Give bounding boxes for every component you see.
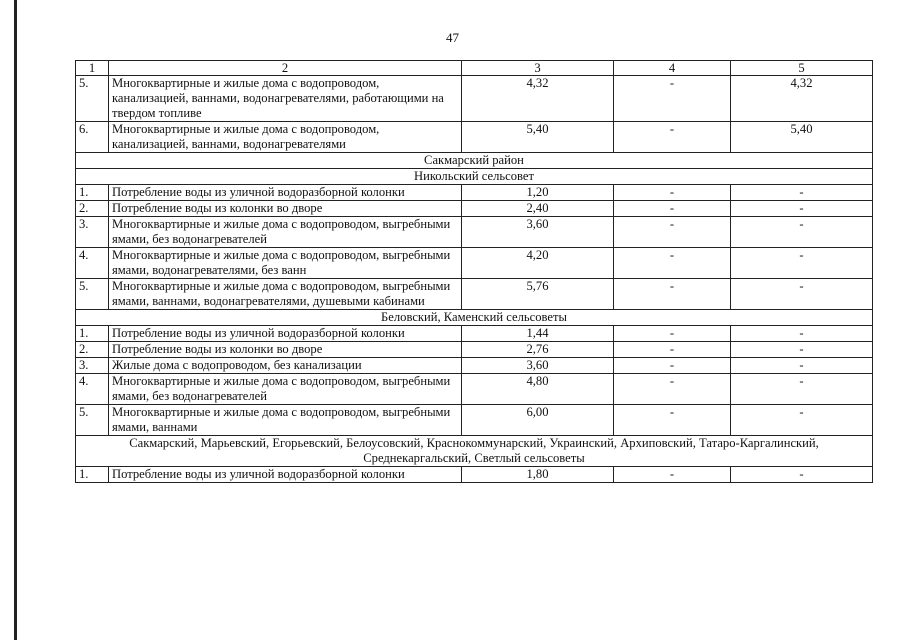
row-number: 3. (76, 217, 109, 248)
value-col4: - (614, 326, 731, 342)
value-col4: - (614, 342, 731, 358)
row-number: 1. (76, 185, 109, 201)
header-cell: 1 (76, 61, 109, 76)
value-col3: 1,44 (462, 326, 614, 342)
header-cell: 3 (462, 61, 614, 76)
page-number: 47 (446, 30, 459, 45)
table-row (76, 279, 873, 310)
value-col5: - (731, 358, 873, 374)
table-row (76, 248, 873, 279)
value-col4: - (614, 185, 731, 201)
table-row (76, 326, 873, 342)
value-col3: 1,80 (462, 467, 614, 483)
value-col5: - (731, 217, 873, 248)
left-margin-line (14, 0, 17, 640)
row-description: Многоквартирные и жилые дома с водопроводом, канализацией, ваннами, водонагревателями, работающими на твердом топливе (109, 76, 462, 122)
row-description: Потребление воды из колонки во дворе (109, 342, 462, 358)
row-number: 6. (76, 122, 109, 153)
row-description: Многоквартирные и жилые дома с водопроводом, выгребными ямами, без водонагревателей (109, 374, 462, 405)
row-description: Многоквартирные и жилые дома с водопроводом, выгребными ямами, ваннами (109, 405, 462, 436)
value-col3: 3,60 (462, 358, 614, 374)
value-col4: - (614, 248, 731, 279)
row-description: Потребление воды из уличной водоразборной колонки (109, 326, 462, 342)
row-description: Потребление воды из уличной водоразборной колонки (109, 185, 462, 201)
value-col3: 2,76 (462, 342, 614, 358)
row-number: 3. (76, 358, 109, 374)
value-col3: 2,40 (462, 201, 614, 217)
value-col4: - (614, 76, 731, 122)
section-heading: Сакмарский, Марьевский, Егорьевский, Белоусовский, Краснокоммунарский, Украинский, Архиповский, Татаро-Каргалинский, Среднекаргальский, Светлый сельсоветы (76, 436, 873, 467)
section-heading-row (76, 310, 873, 326)
value-col4: - (614, 122, 731, 153)
row-description: Многоквартирные и жилые дома с водопроводом, канализацией, ваннами, водонагревателями (109, 122, 462, 153)
table-header-row (76, 61, 873, 76)
value-col3: 3,60 (462, 217, 614, 248)
value-col5: - (731, 405, 873, 436)
row-description: Многоквартирные и жилые дома с водопроводом, выгребными ямами, ваннами, водонагревателями, душевыми кабинами (109, 279, 462, 310)
table-row (76, 76, 873, 122)
table-row (76, 405, 873, 436)
row-number: 4. (76, 374, 109, 405)
value-col3: 6,00 (462, 405, 614, 436)
section-heading: Сакмарский район (76, 153, 873, 169)
value-col5: - (731, 201, 873, 217)
row-description: Многоквартирные и жилые дома с водопроводом, выгребными ямами, без водонагревателей (109, 217, 462, 248)
row-number: 5. (76, 279, 109, 310)
section-heading-row (76, 153, 873, 169)
row-number: 4. (76, 248, 109, 279)
section-heading: Беловский, Каменский сельсоветы (76, 310, 873, 326)
table-row (76, 342, 873, 358)
value-col5: 4,32 (731, 76, 873, 122)
value-col5: - (731, 342, 873, 358)
value-col3: 5,40 (462, 122, 614, 153)
header-cell: 4 (614, 61, 731, 76)
value-col5: - (731, 374, 873, 405)
value-col5: - (731, 185, 873, 201)
table-row (76, 122, 873, 153)
row-description: Жилые дома с водопроводом, без канализации (109, 358, 462, 374)
value-col4: - (614, 374, 731, 405)
row-number: 5. (76, 405, 109, 436)
section-heading: Никольский сельсовет (76, 169, 873, 185)
table-row (76, 201, 873, 217)
table-row (76, 217, 873, 248)
value-col5: - (731, 279, 873, 310)
row-number: 1. (76, 467, 109, 483)
row-number: 2. (76, 342, 109, 358)
value-col4: - (614, 467, 731, 483)
value-col5: - (731, 467, 873, 483)
section-heading-row (76, 436, 873, 467)
value-col4: - (614, 405, 731, 436)
header-cell: 5 (731, 61, 873, 76)
value-col3: 4,32 (462, 76, 614, 122)
value-col4: - (614, 201, 731, 217)
header-cell: 2 (109, 61, 462, 76)
table-row (76, 185, 873, 201)
value-col4: - (614, 279, 731, 310)
value-col5: - (731, 326, 873, 342)
value-col3: 4,20 (462, 248, 614, 279)
table-row (76, 358, 873, 374)
value-col3: 1,20 (462, 185, 614, 201)
section-heading-row (76, 169, 873, 185)
table-row (76, 467, 873, 483)
tariff-table (75, 60, 873, 483)
value-col5: 5,40 (731, 122, 873, 153)
row-number: 5. (76, 76, 109, 122)
value-col4: - (614, 358, 731, 374)
row-number: 1. (76, 326, 109, 342)
row-description: Потребление воды из колонки во дворе (109, 201, 462, 217)
table-row (76, 374, 873, 405)
value-col3: 5,76 (462, 279, 614, 310)
row-description: Многоквартирные и жилые дома с водопроводом, выгребными ямами, водонагревателями, без ванн (109, 248, 462, 279)
value-col3: 4,80 (462, 374, 614, 405)
row-number: 2. (76, 201, 109, 217)
value-col5: - (731, 248, 873, 279)
row-description: Потребление воды из уличной водоразборной колонки (109, 467, 462, 483)
value-col4: - (614, 217, 731, 248)
